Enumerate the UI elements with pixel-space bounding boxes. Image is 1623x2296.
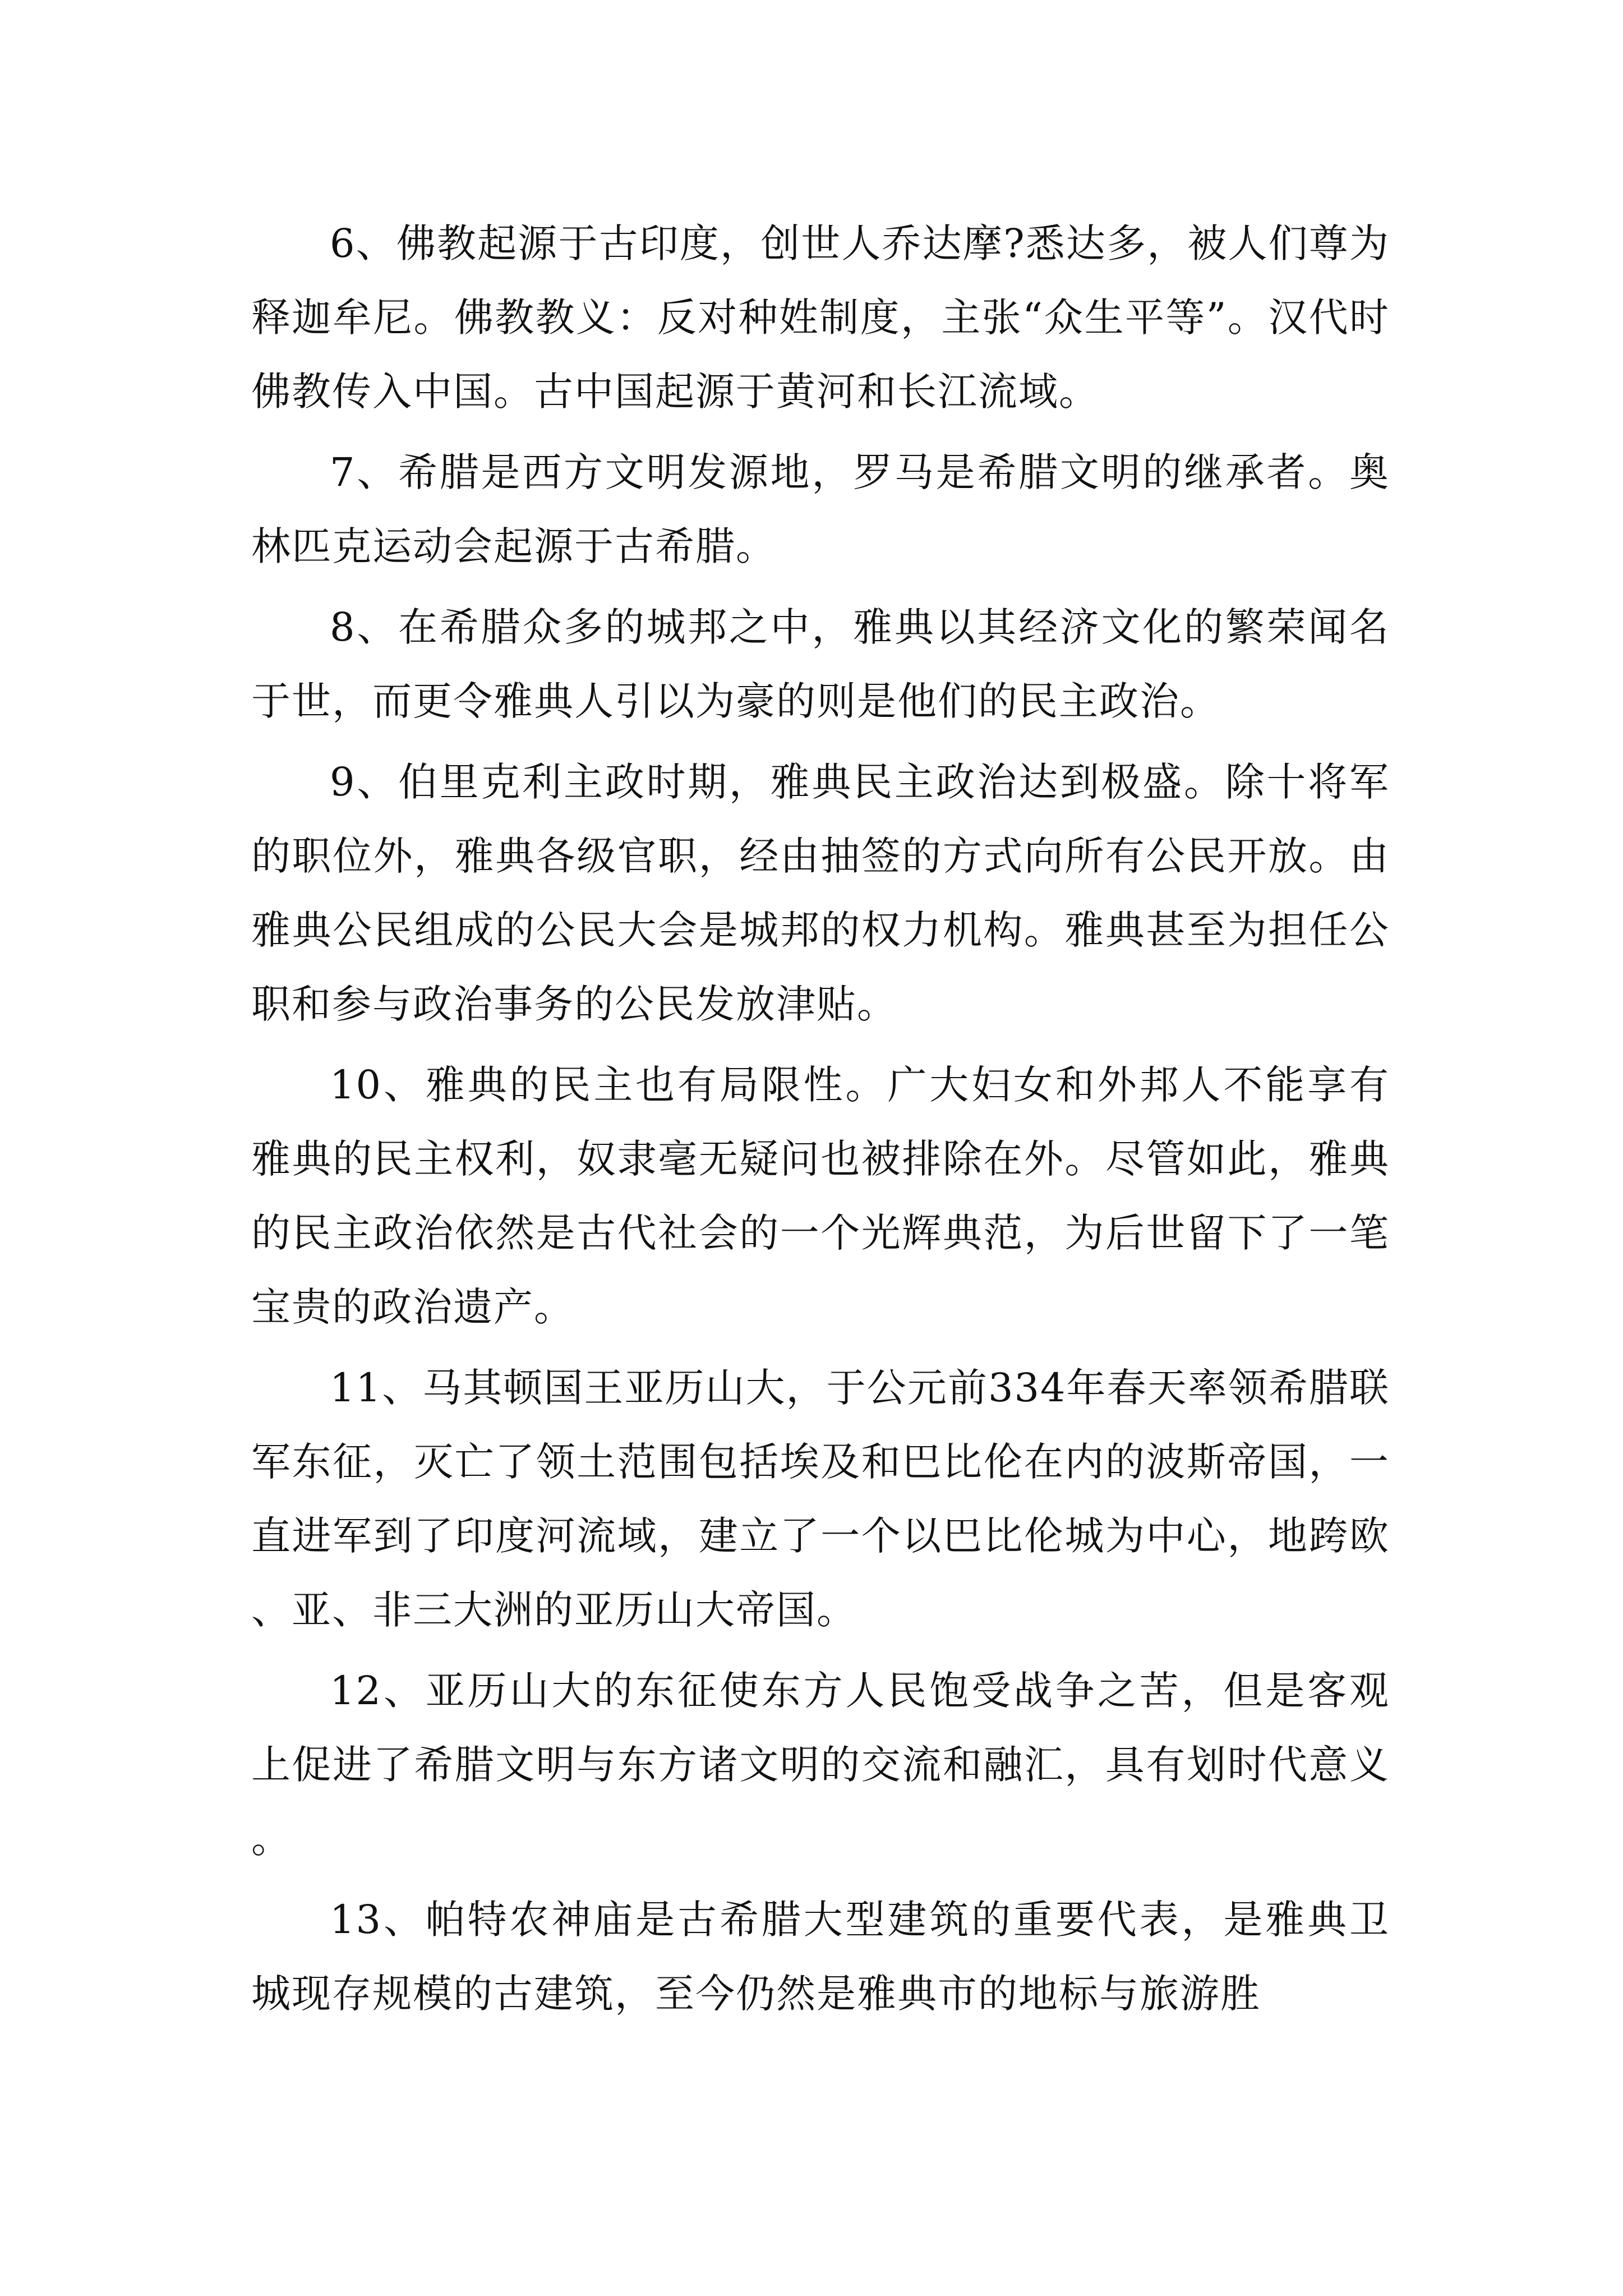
paragraph-8: 8、在希腊众多的城邦之中，雅典以其经济文化的繁荣闻名于世，而更令雅典人引以为豪的则是他们的民主政治。 bbox=[251, 604, 1390, 724]
document-body bbox=[251, 206, 1390, 2037]
paragraph-9: 9、伯里克利主政时期，雅典民主政治达到极盛。除十将军的职位外，雅典各级官职，经由抽签的方式向所有公民开放。由雅典公民组成的公民大会是城邦的权力机构。雅典甚至为担任公职和参与政治事务的公民发放津贴。 bbox=[251, 759, 1390, 1027]
paragraph-11: 11、马其顿国王亚历山大，于公元前334年春天率领希腊联军东征，灭亡了领土范围包括埃及和巴比伦在内的波斯帝国，一直进军到了印度河流域，建立了一个以巴比伦城为中心，地跨欧、亚、非三大洲的亚历山大帝国。 bbox=[251, 1365, 1390, 1633]
paragraph-6: 6、佛教起源于古印度，创世人乔达摩?悉达多，被人们尊为释迦牟尼。佛教教义：反对种姓制度，主张“众生平等”。汉代时佛教传入中国。古中国起源于黄河和长江流域。 bbox=[251, 220, 1390, 415]
paragraph-7: 7、希腊是西方文明发源地，罗马是希腊文明的继承者。奥林匹克运动会起源于古希腊。 bbox=[251, 449, 1390, 569]
paragraph-10: 10、雅典的民主也有局限性。广大妇女和外邦人不能享有雅典的民主权利，奴隶毫无疑问也被排除在外。尽管如此，雅典的民主政治依然是古代社会的一个光辉典范，为后世留下了一笔宝贵的政治遗产。 bbox=[251, 1062, 1390, 1330]
paragraph-12: 12、亚历山大的东征使东方人民饱受战争之苦，但是客观上促进了希腊文明与东方诸文明的交流和融汇，具有划时代意义。 bbox=[251, 1668, 1390, 1862]
paragraph-13: 13、帕特农神庙是古希腊大型建筑的重要代表，是雅典卫城现存规模的古建筑，至今仍然是雅典市的地标与旅游胜 bbox=[251, 1897, 1390, 2017]
